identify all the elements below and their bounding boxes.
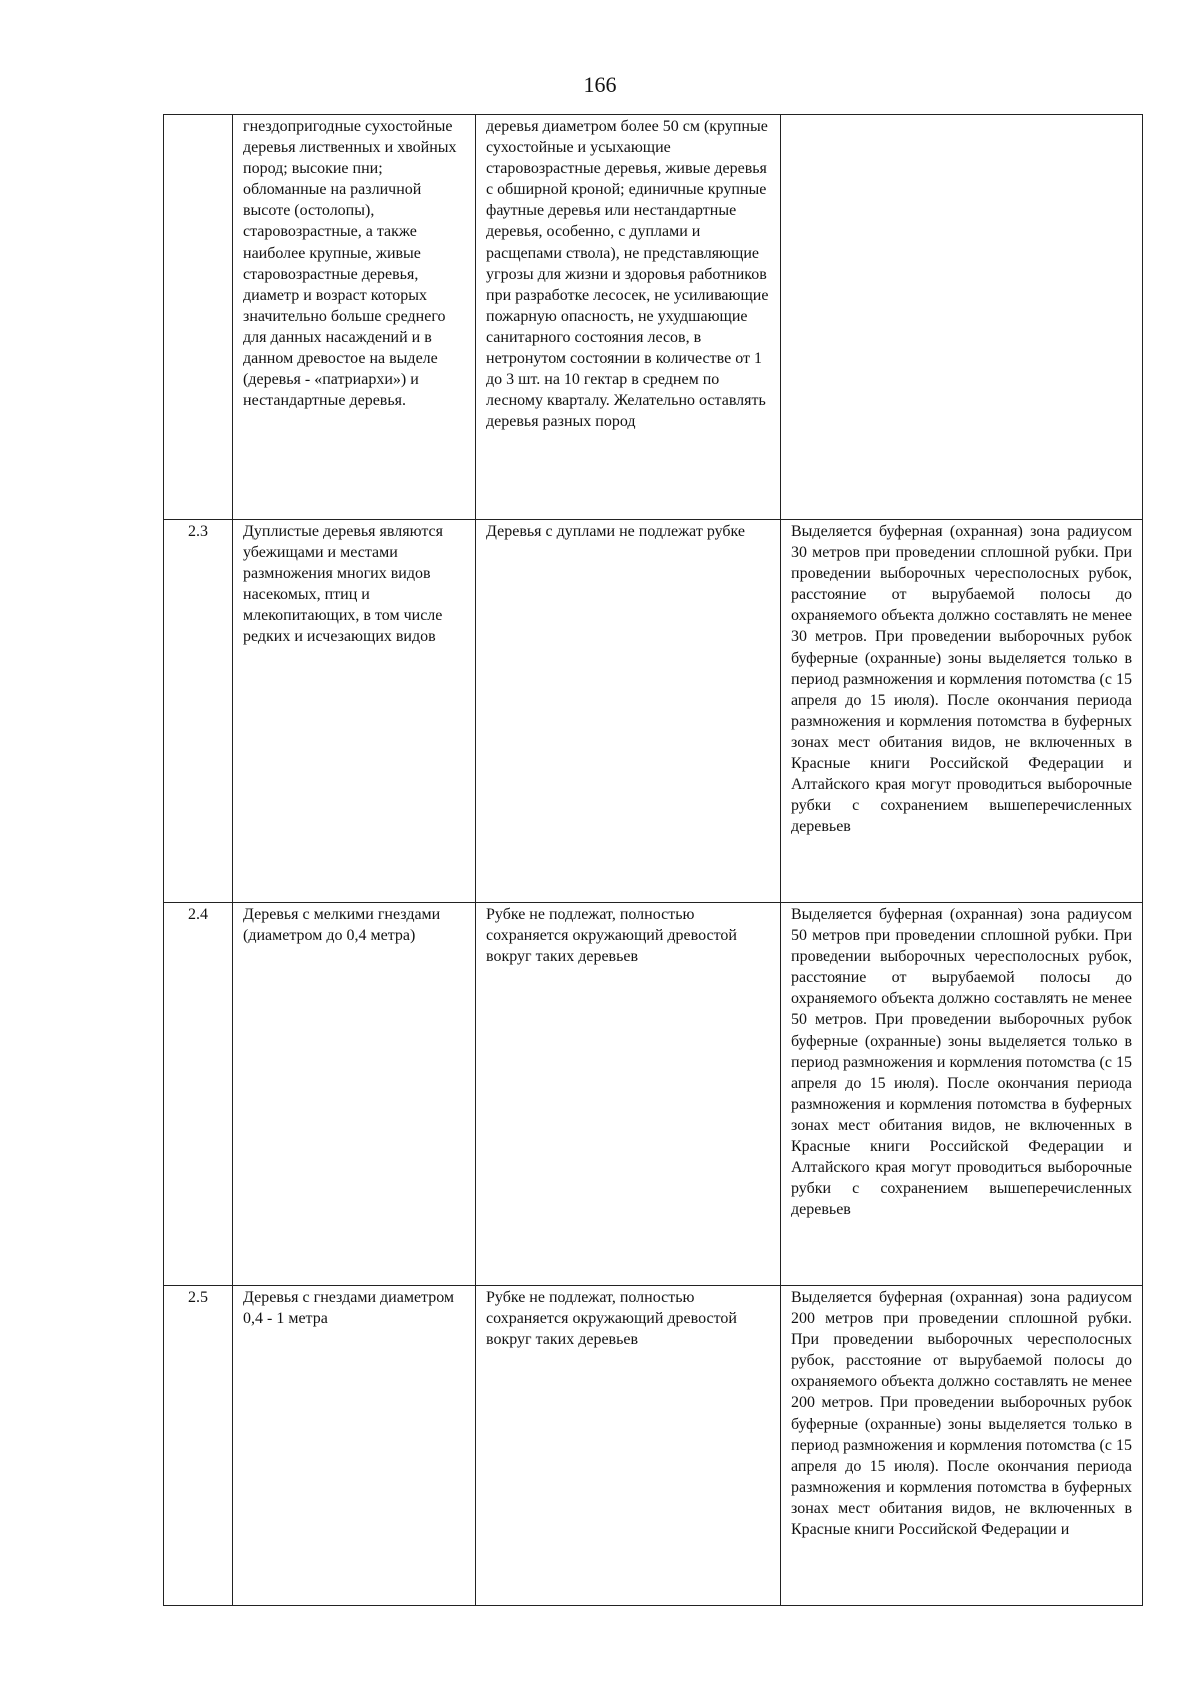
row-number: 2.3	[164, 520, 233, 903]
table-row	[164, 115, 1143, 520]
buffer-zone-rule: Выделяется буферная (охранная) зона радиусом 30 метров при проведении сплошной рубки. При проведении выборочных чересполосных рубок, расстояние от вырубаемой полосы до охраняемого объекта должно составлять не менее 30 метров. При проведении выборочных рубок буферные (охранные) зоны выделяется только в период размножения и кормления потомства (с 15 апреля до 15 июля). После окончания периода размножения и кормления потомства в буферных зонах мест обитания видов, не включенных в Красные книги Российской Федерации и Алтайского края могут проводиться выборочные рубки с сохранением вышеперечисленных деревьев	[781, 520, 1143, 903]
buffer-zone-rule: Выделяется буферная (охранная) зона радиусом 200 метров при проведении сплошной рубки. При проведении выборочных чересполосных рубок, расстояние от вырубаемой полосы до охраняемого объекта должно составлять не менее 200 метров. При проведении выборочных рубок буферные (охранные) зоны выделяется только в период размножения и кормления потомства (с 15 апреля до 15 июля). После окончания периода размножения и кормления потомства в буферных зонах мест обитания видов, не включенных в Красные книги Российской Федерации и	[781, 1286, 1143, 1606]
table-row	[164, 1286, 1143, 1606]
table-row	[164, 520, 1143, 903]
tree-description: гнездопригодные сухостойные деревья лиственных и хвойных пород; высокие пни; обломанные на различной высоте (остолопы), старовозрастные, а также наиболее крупные, живые старовозрастные деревья, диаметр и возраст которых значительно больше среднего для данных насаждений и в данном древостое на выделе (деревья - «патриархи») и нестандартные деревья.	[233, 115, 476, 520]
felling-rule: деревья диаметром более 50 см (крупные сухостойные и усыхающие старовозрастные деревья, живые деревья с обширной кроной; единичные крупные фаутные деревья или нестандартные деревья, особенно, с дуплами и расщепами ствола), не представляющие угрозы для жизни и здоровья работников при разработке лесосек, не усиливающие пожарную опасность, не ухудшающие санитарного состояния лесов, в нетронутом состоянии в количестве от 1 до 3 шт. на 10 гектар в среднем по лесному кварталу. Желательно оставлять деревья разных пород	[476, 115, 781, 520]
felling-rule: Деревья с дуплами не подлежат рубке	[476, 520, 781, 903]
page-number: 166	[583, 72, 617, 97]
buffer-zone-rule: Выделяется буферная (охранная) зона радиусом 50 метров при проведении сплошной рубки. При проведении выборочных чересполосных рубок, расстояние от вырубаемой полосы до охраняемого объекта должно составлять не менее 50 метров. При проведении выборочных рубок буферные (охранные) зоны выделяется только в период размножения и кормления потомства (с 15 апреля до 15 июля). После окончания периода размножения и кормления потомства в буферных зонах мест обитания видов, не включенных в Красные книги Российской Федерации и Алтайского края могут проводиться выборочные рубки с сохранением вышеперечисленных деревьев	[781, 903, 1143, 1286]
row-number	[164, 115, 233, 520]
tree-description: Дуплистые деревья являются убежищами и местами размножения многих видов насекомых, птиц и млекопитающих, в том числе редких и исчезающих видов	[233, 520, 476, 903]
table-row	[164, 903, 1143, 1286]
tree-description: Деревья с гнездами диаметром 0,4 - 1 метра	[233, 1286, 476, 1606]
row-number: 2.5	[164, 1286, 233, 1606]
row-number: 2.4	[164, 903, 233, 1286]
felling-rule: Рубке не подлежат, полностью сохраняется окружающий древостой вокруг таких деревьев	[476, 1286, 781, 1606]
buffer-zone-rule	[781, 115, 1143, 520]
tree-description: Деревья с мелкими гнездами (диаметром до 0,4 метра)	[233, 903, 476, 1286]
felling-rule: Рубке не подлежат, полностью сохраняется окружающий древостой вокруг таких деревьев	[476, 903, 781, 1286]
protected-trees-table	[163, 114, 1143, 1606]
